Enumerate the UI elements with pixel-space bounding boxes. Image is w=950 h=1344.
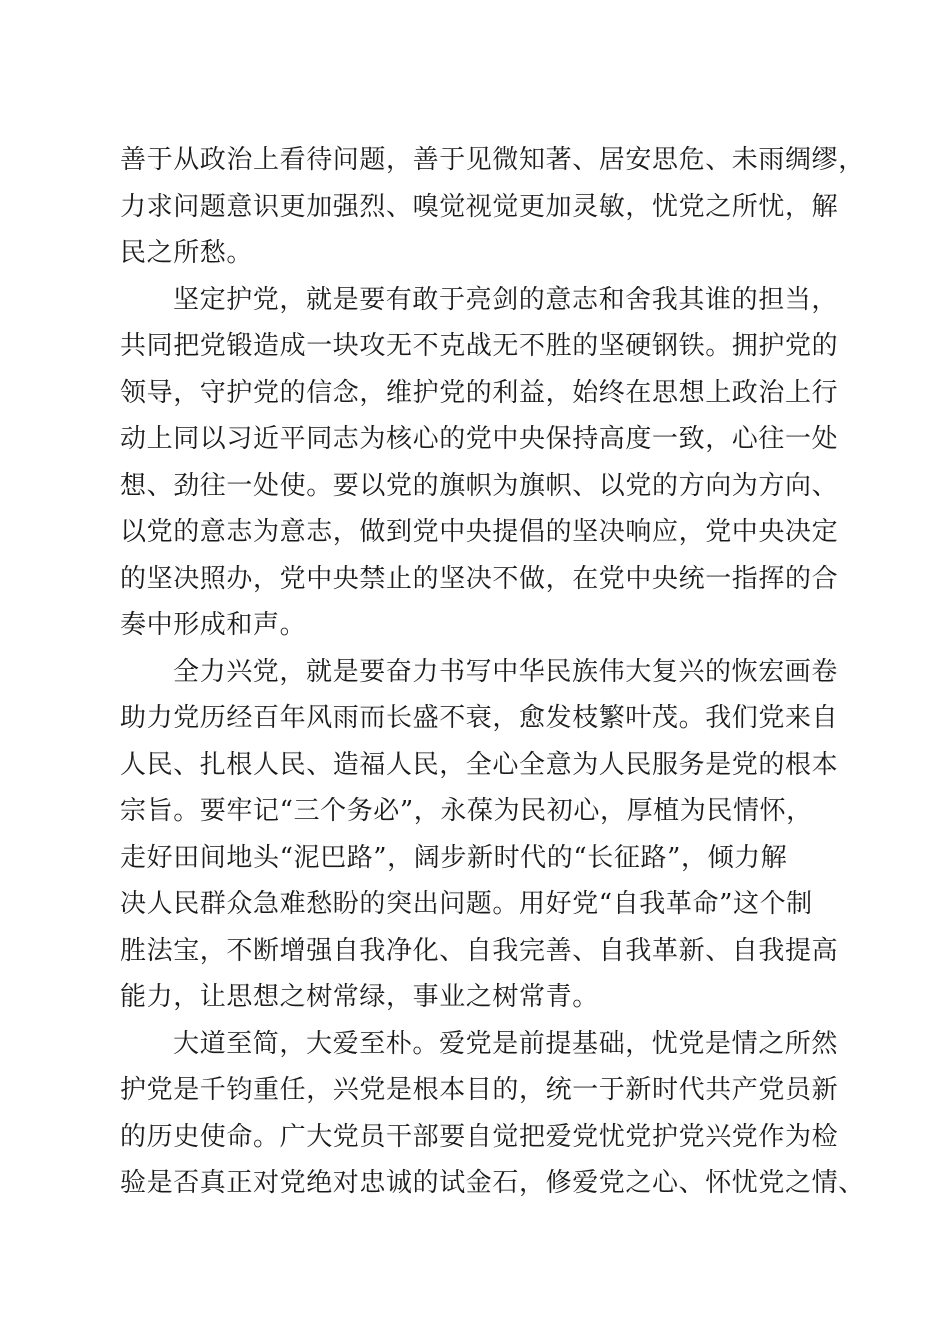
- text-line: 护党是千钧重任，兴党是根本目的，统一于新时代共产党员新: [120, 1075, 839, 1105]
- text-line: 力求问题意识更加强烈、嗅觉视觉更加灵敏，忧党之所忧，解: [120, 191, 839, 222]
- body-text: [120, 137, 865, 1207]
- text-line: 领导，守护党的信念，维护党的利益，始终在思想上政治上行: [120, 377, 839, 408]
- paragraph-first-line: 全力兴党，就是要奋力书写中华民族伟大复兴的恢宏画卷: [173, 656, 839, 687]
- text-line: 走好田间地头“泥巴路”，阔步新时代的“长征路”，倾力解: [120, 842, 788, 873]
- text-line: 善于从政治上看待问题，善于见微知著、居安思危、未雨绸缪，: [120, 145, 865, 175]
- text-line: 决人民群众急难愁盼的突出问题。用好党“自我革命”这个制: [120, 889, 813, 919]
- text-line: 的坚决照办，党中央禁止的坚决不做，在党中央统一指挥的合: [120, 563, 839, 594]
- text-line: 验是否真正对党绝对忠诚的试金石，修爱党之心、怀忧党之情、: [120, 1168, 865, 1198]
- text-line: 胜法宝，不断增强自我净化、自我完善、自我革新、自我提高: [120, 935, 839, 966]
- text-line: 的历史使命。广大党员干部要自觉把爱党忧党护党兴党作为检: [120, 1121, 839, 1152]
- text-line: 能力，让思想之树常绿，事业之树常青。: [120, 982, 599, 1012]
- text-line: 助力党历经百年风雨而长盛不衰，愈发枝繁叶茂。我们党来自: [120, 703, 839, 733]
- text-line: 动上同以习近平同志为核心的党中央保持高度一致，心往一处: [120, 424, 839, 454]
- text-line: 民之所愁。: [120, 238, 254, 268]
- text-line: 奏中形成和声。: [120, 610, 307, 640]
- text-line: 想、劲往一处使。要以党的旗帜为旗帜、以党的方向为方向、: [120, 470, 839, 501]
- paragraph-first-line: 坚定护党，就是要有敢于亮剑的意志和舍我其谁的担当，: [173, 284, 839, 315]
- paragraph-first-line: 大道至简，大爱至朴。爱党是前提基础，忧党是情之所然: [173, 1028, 839, 1059]
- text-line: 宗旨。要牢记“三个务必”，永葆为民初心，厚植为民情怀，: [120, 796, 813, 826]
- text-line: 人民、扎根人民、造福人民，全心全意为人民服务是党的根本: [120, 749, 839, 780]
- text-line: 以党的意志为意志，做到党中央提倡的坚决响应，党中央决定: [120, 517, 839, 547]
- text-line: 共同把党锻造成一块攻无不克战无不胜的坚硬钢铁。拥护党的: [120, 331, 839, 361]
